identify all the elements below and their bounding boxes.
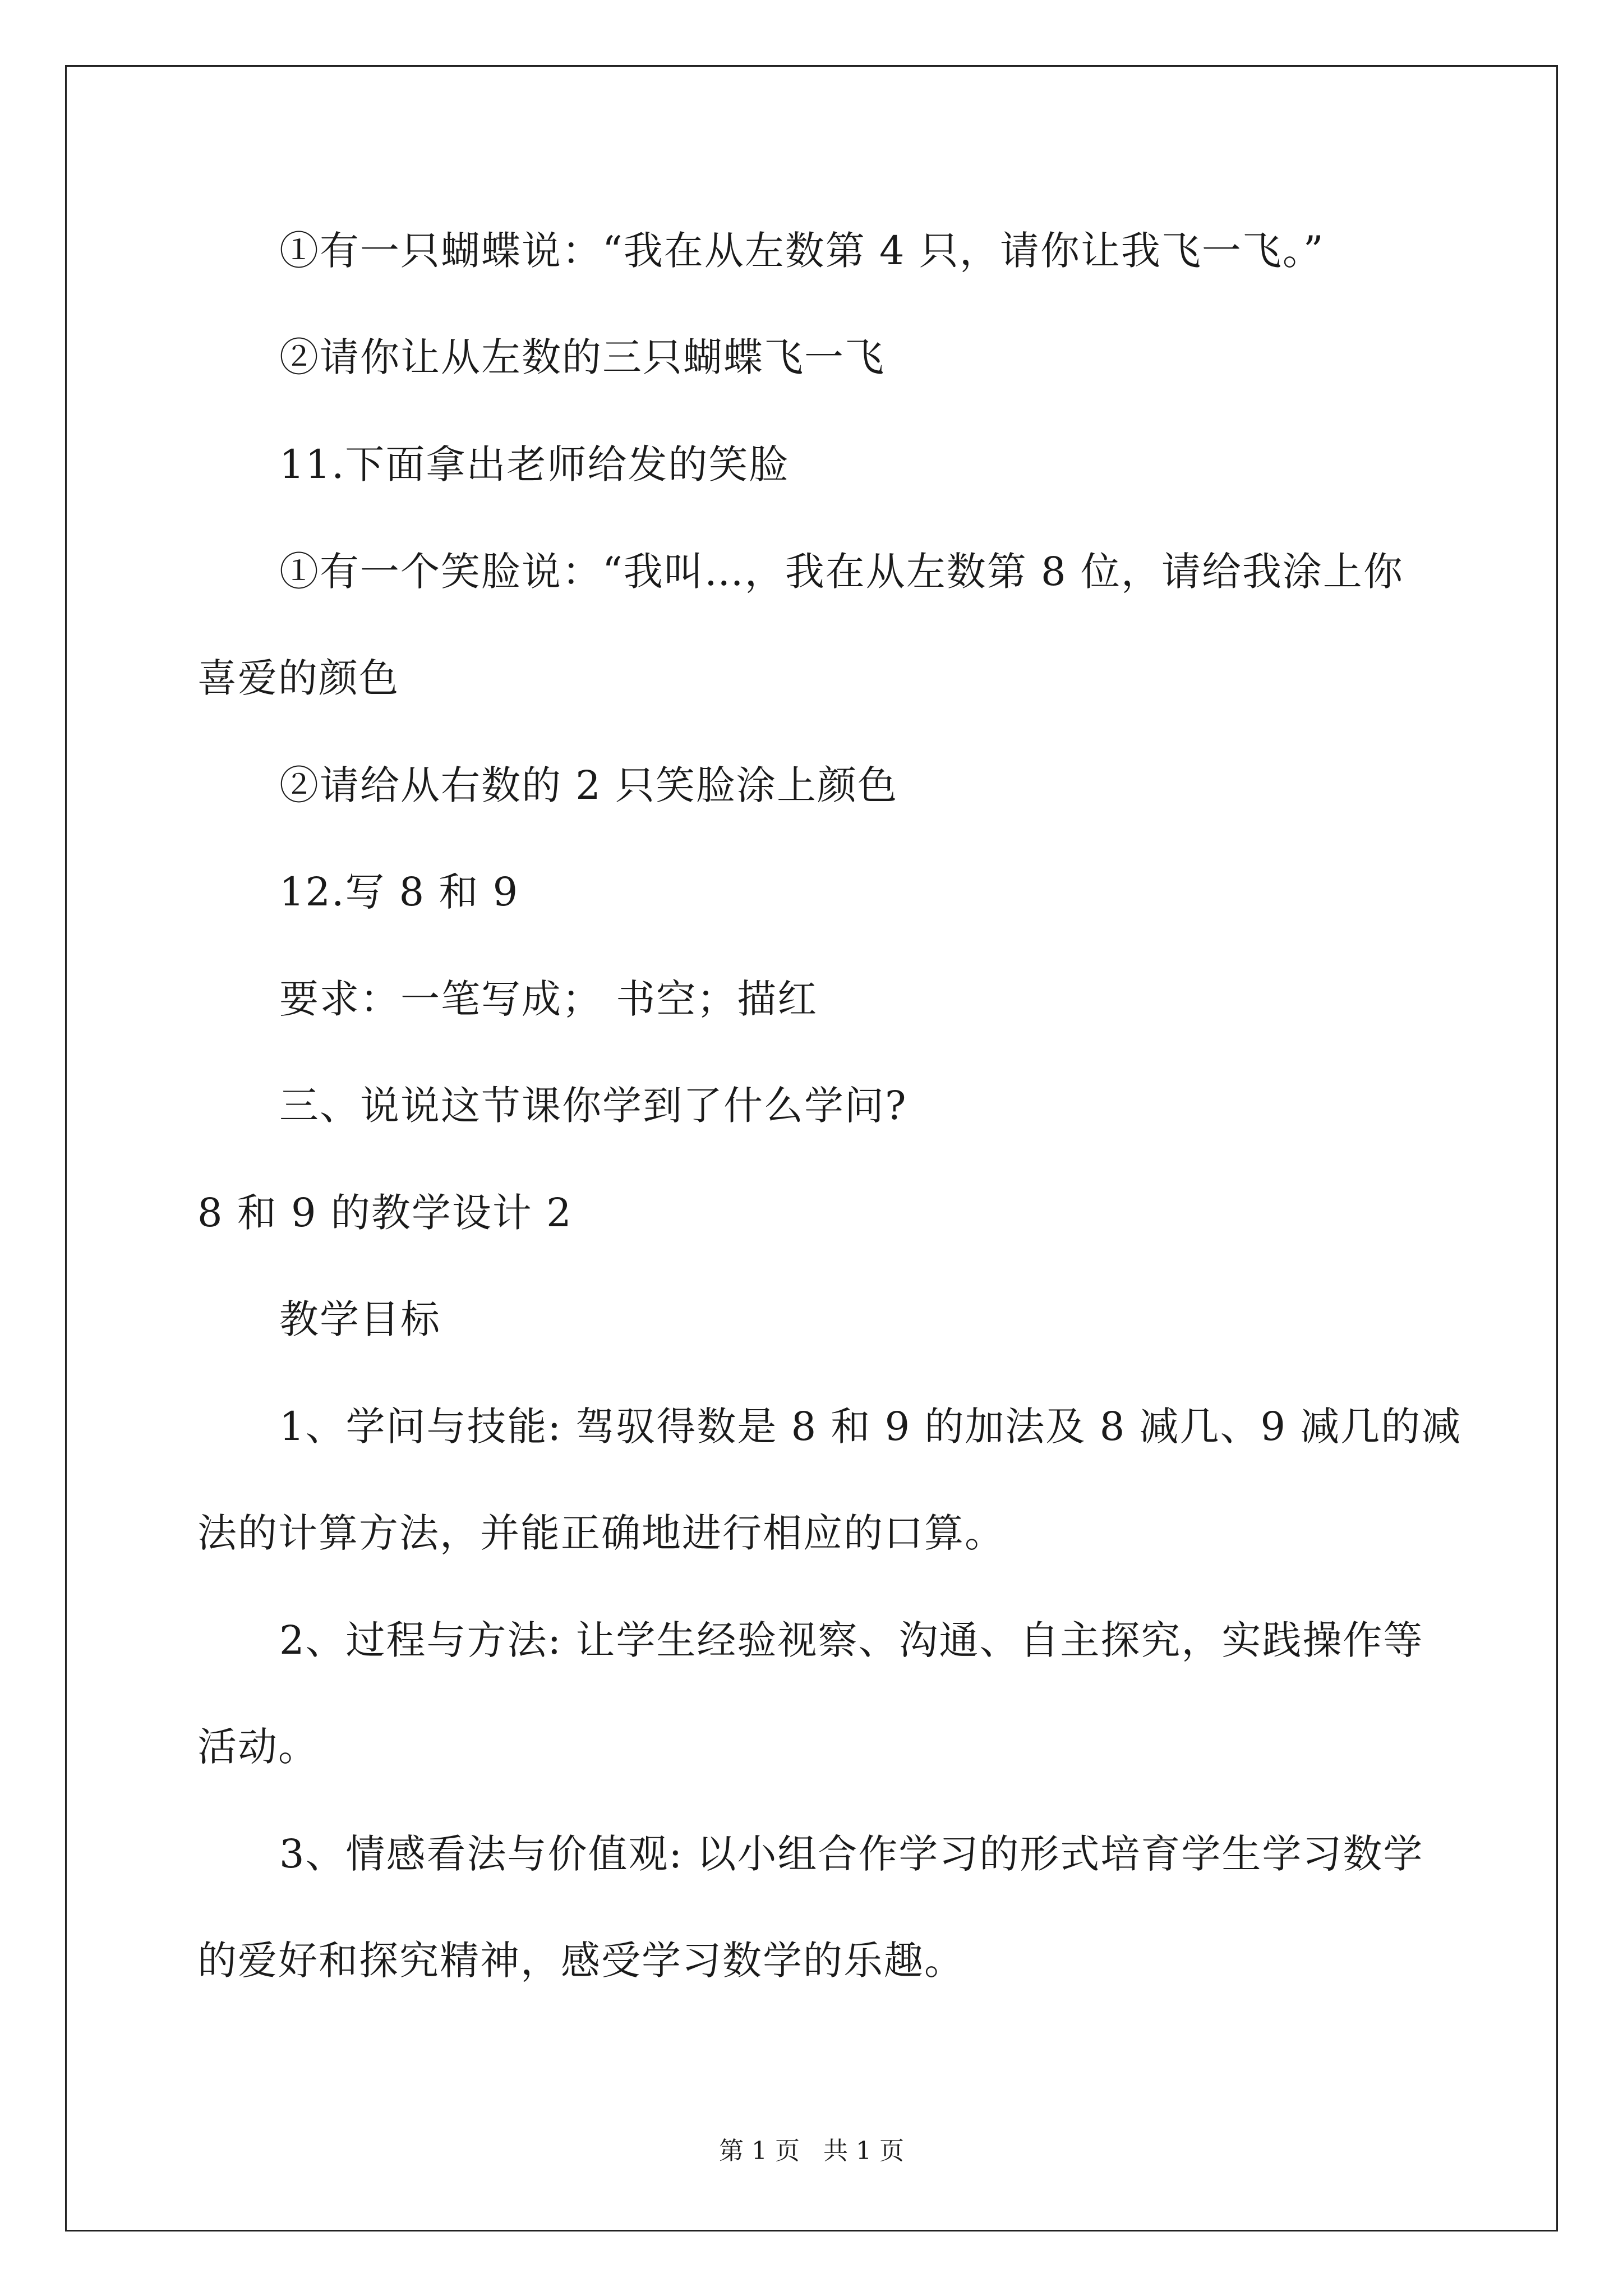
paragraph-goal-2-cont: 活动。	[197, 1724, 319, 1770]
paragraph-goal-3-cont: 的爱好和探究精神，感受学习数学的乐趣。	[197, 1938, 965, 1984]
paragraph-smiley-left-8-cont: 喜爱的颜色	[197, 655, 399, 701]
paragraph-requirements: 要求：一笔写成； 书空；描红	[279, 976, 818, 1022]
paragraph-goal-1-cont: 法的计算方法，并能正确地进行相应的口算。	[197, 1510, 1005, 1556]
paragraph-butterfly-left-4: ①有一只蝴蝶说：“我在从左数第 4 只，请你让我飞一飞。”	[279, 228, 1325, 274]
paragraph-butterfly-three: ②请你让从左数的三只蝴蝶飞一飞	[279, 334, 885, 380]
page-footer: 第 1 页 共 1 页	[719, 2137, 904, 2165]
heading-item-12: 12.写 8 和 9	[279, 869, 519, 915]
paragraph-smiley-right-2: ②请给从右数的 2 只笑脸涂上颜色	[279, 762, 898, 808]
heading-item-11: 11.下面拿出老师给发的笑脸	[279, 441, 790, 487]
document-title-design-2: 8 和 9 的教学设计 2	[197, 1190, 573, 1236]
heading-teaching-goals: 教学目标	[279, 1296, 441, 1342]
page-border	[65, 65, 1558, 2231]
paragraph-goal-2: 2、过程与方法: 让学生经验视察、沟通、自主探究，实践操作等	[279, 1617, 1424, 1663]
heading-section-3: 三、说说这节课你学到了什么学问?	[279, 1083, 907, 1129]
paragraph-goal-1: 1、学问与技能: 驾驭得数是 8 和 9 的加法及 8 减几、9 减几的减	[279, 1404, 1462, 1450]
paragraph-goal-3: 3、情感看法与价值观: 以小组合作学习的形式培育学生学习数学	[279, 1831, 1424, 1877]
paragraph-smiley-left-8: ①有一个笑脸说：“我叫…，我在从左数第 8 位，请给我涂上你	[279, 549, 1404, 595]
